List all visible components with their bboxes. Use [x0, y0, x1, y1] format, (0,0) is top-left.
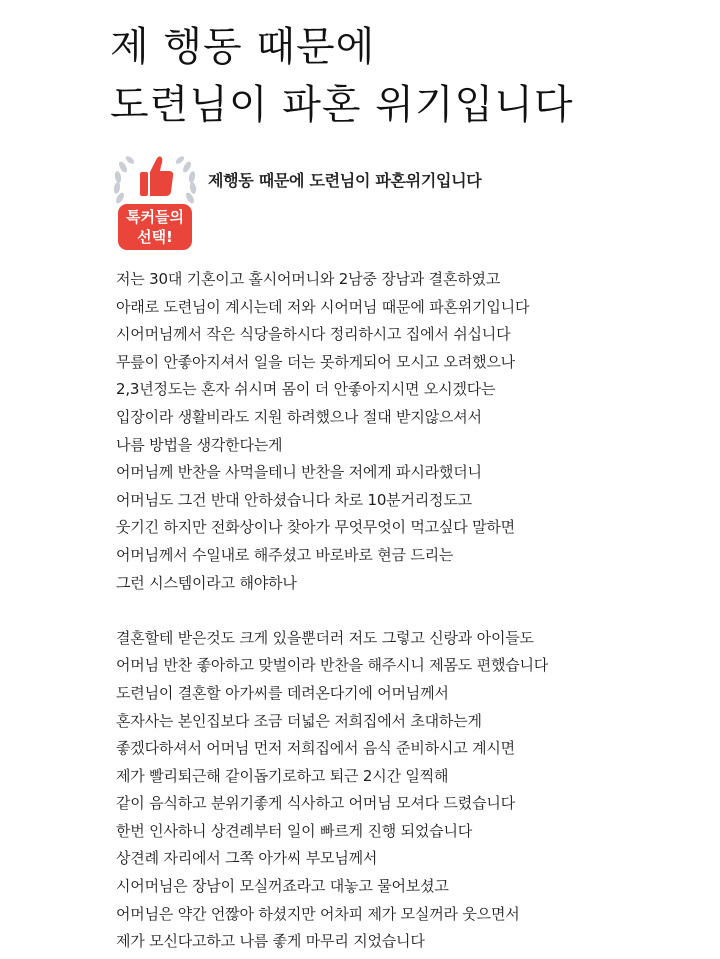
body-line: 무릎이 안좋아지셔서 일을 더는 못하게되어 모시고 오려했으나	[116, 352, 515, 371]
body-line: 어머님께서 수일내로 해주셨고 바로바로 현금 드리는	[116, 545, 454, 564]
body-line: 그런 시스템이라고 해야하나	[116, 573, 297, 592]
body-line: 2,3년정도는 혼자 쉬시며 몸이 더 안좋아지시면 오시겠다는	[116, 380, 496, 399]
body-line: 제가 모신다고하고 나름 좋게 마무리 지었습니다	[116, 932, 425, 951]
body-line: 어머님도 그건 반대 안하셨습니다 차로 10분거리정도고	[116, 490, 472, 509]
body-line: 한번 인사하니 상견례부터 일이 빠르게 진행 되었습니다	[116, 821, 473, 840]
body-line: 같이 음식하고 분위기좋게 식사하고 어머님 모셔다 드렸습니다	[116, 794, 515, 813]
body-line: 어머님께 반찬을 사먹을테니 반찬을 저에게 파시라했더니	[116, 463, 482, 482]
badge-label	[118, 204, 192, 250]
body-line: 도련님이 결혼할 아가씨를 데려온다기에 어머님께서	[116, 683, 449, 702]
toker-choice-badge	[110, 150, 200, 252]
badge-line-2: 선택!	[137, 228, 173, 246]
thumbs-up-icon	[110, 150, 200, 210]
body-line: 시어머님은 장남이 모실꺼죠라고 대놓고 물어보셨고	[116, 877, 449, 896]
body-line: 좋겠다하셔서 어머님 먼저 저희집에서 음식 준비하시고 계시면	[116, 739, 515, 758]
body-line: 제가 빨리퇴근해 같이돕기로하고 퇴근 2시간 일찍해	[116, 766, 449, 785]
body-line: 혼자사는 본인집보다 조금 더넓은 저희집에서 초대하는게	[116, 711, 482, 730]
body-line: 결혼할테 받은것도 크게 있을뿐더러 저도 그렇고 신랑과 아이들도	[116, 628, 534, 647]
body-line: 웃기긴 하지만 전화상이나 찾아가 무엇무엇이 먹고싶다 말하면	[116, 518, 515, 537]
body-line: 상견례 자리에서 그쪽 아가씨 부모님께서	[116, 849, 378, 868]
headline-line-1: 제 행동 때문에	[110, 24, 376, 70]
body-line: 나름 방법을 생각한다는게	[116, 435, 283, 454]
article-headline	[110, 18, 710, 134]
body-line: 어머님은 약간 언짢아 하셨지만 어차피 제가 모실꺼라 웃으면서	[116, 904, 520, 923]
headline-line-2: 도련님이 파혼 위기입니다	[110, 82, 574, 128]
body-line: 어머님 반찬 좋아하고 맞벌이라 반찬을 해주시니 제몸도 편했습니다	[116, 656, 549, 675]
body-line: 입장이라 생활비라도 지원 하려했으나 절대 받지않으셔서	[116, 407, 482, 426]
paragraph-gap	[116, 597, 706, 625]
article-subtitle: 제행동 때문에 도련님이 파혼위기입니다	[208, 171, 482, 190]
body-line: 시어머님께서 작은 식당을하시다 정리하시고 집에서 쉬십니다	[116, 325, 511, 344]
article-body	[116, 266, 706, 956]
badge-line-1: 톡커들의	[126, 208, 184, 226]
body-line: 아래로 도련님이 계시는데 저와 시어머님 때문에 파혼위기입니다	[116, 297, 530, 316]
body-line: 저는 30대 기혼이고 홀시어머니와 2남중 장남과 결혼하였고	[116, 270, 501, 288]
